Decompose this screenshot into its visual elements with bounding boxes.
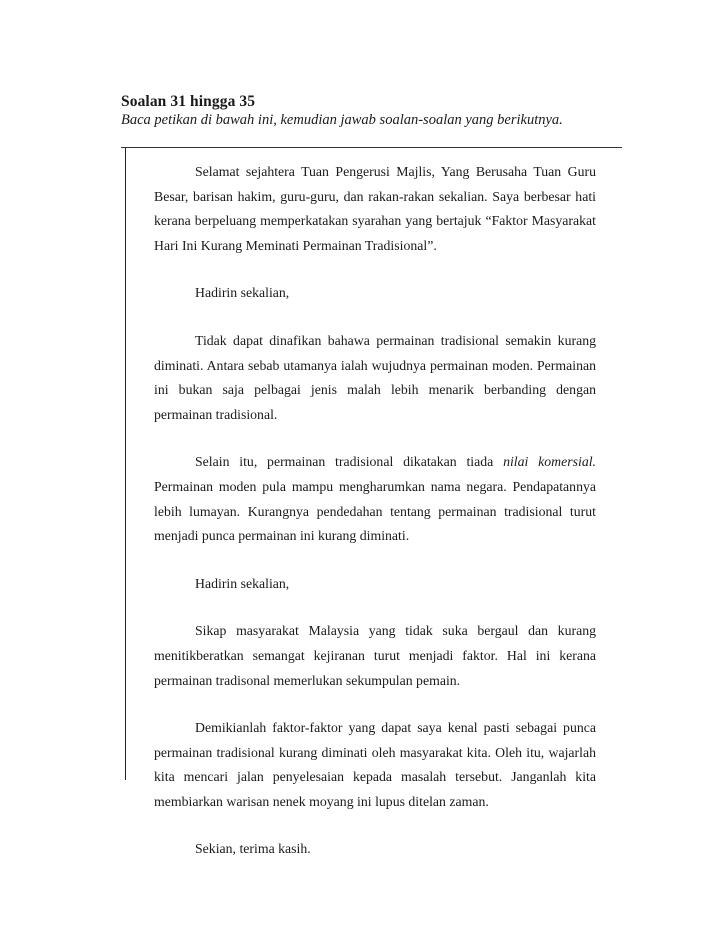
question-instruction: Baca petikan di bawah ini, kemudian jawab soalan-soalan yang berikutnya.: [121, 112, 563, 128]
passage-frame-left-border: [125, 148, 126, 780]
text-segment: Permainan moden pula mampu mengharumkan nama negara. Pendapatannya lebih lumayan. Kurangnya pendedahan tentang permainan tradisional turut menjadi punca permainan ini kurang diminati.: [154, 478, 596, 544]
paragraph-conclusion: Demikianlah faktor-faktor yang dapat saya kenal pasti sebagai punca permainan tradisional kurang diminati oleh masyarakat kita. Oleh itu, wajarlah kita mencari jalan penyelesaian kepada masalah tersebut. Janganlah kita membiarkan warisan nenek moyang ini lupus ditelan zaman.: [154, 720, 596, 809]
paragraph-society-attitude: Sikap masyarakat Malaysia yang tidak suka bergaul dan kurang menitikberatkan semangat kejiranan turut menjadi faktor. Hal ini kerana permainan tradisonal memerlukan sekumpulan pemain.: [154, 623, 596, 688]
greeting: Hadirin sekalian,: [195, 285, 290, 301]
paragraph-commercial-value: [154, 450, 596, 548]
passage: [154, 160, 596, 885]
emphasis-term: nilai komersial.: [503, 454, 596, 470]
greeting: Hadirin sekalian,: [195, 575, 290, 591]
question-heading: Soalan 31 hingga 35: [121, 93, 256, 110]
text-segment: Selain itu, permainan tradisional dikatakan tiada: [195, 454, 504, 470]
paragraph-modern-games: Tidak dapat dinafikan bahawa permainan tradisional semakin kurang diminati. Antara sebab utamanya ialah wujudnya permainan moden. Permainan ini bukan saja pelbagai jenis malah lebih menarik berbanding dengan permainan tradisional.: [154, 332, 596, 422]
passage-frame-top-border: [121, 147, 622, 148]
closing-line: Sekian, terima kasih.: [195, 841, 311, 857]
paragraph-opening: Selamat sejahtera Tuan Pengerusi Majlis, Yang Berusaha Tuan Guru Besar, barisan hakim, guru-guru, dan rakan-rakan sekalian. Saya berbesar hati kerana berpeluang memperkatakan syarahan yang bertajuk “Faktor Masyarakat Hari Ini Kurang Meminati Permainan Tradisional”.: [154, 164, 596, 253]
